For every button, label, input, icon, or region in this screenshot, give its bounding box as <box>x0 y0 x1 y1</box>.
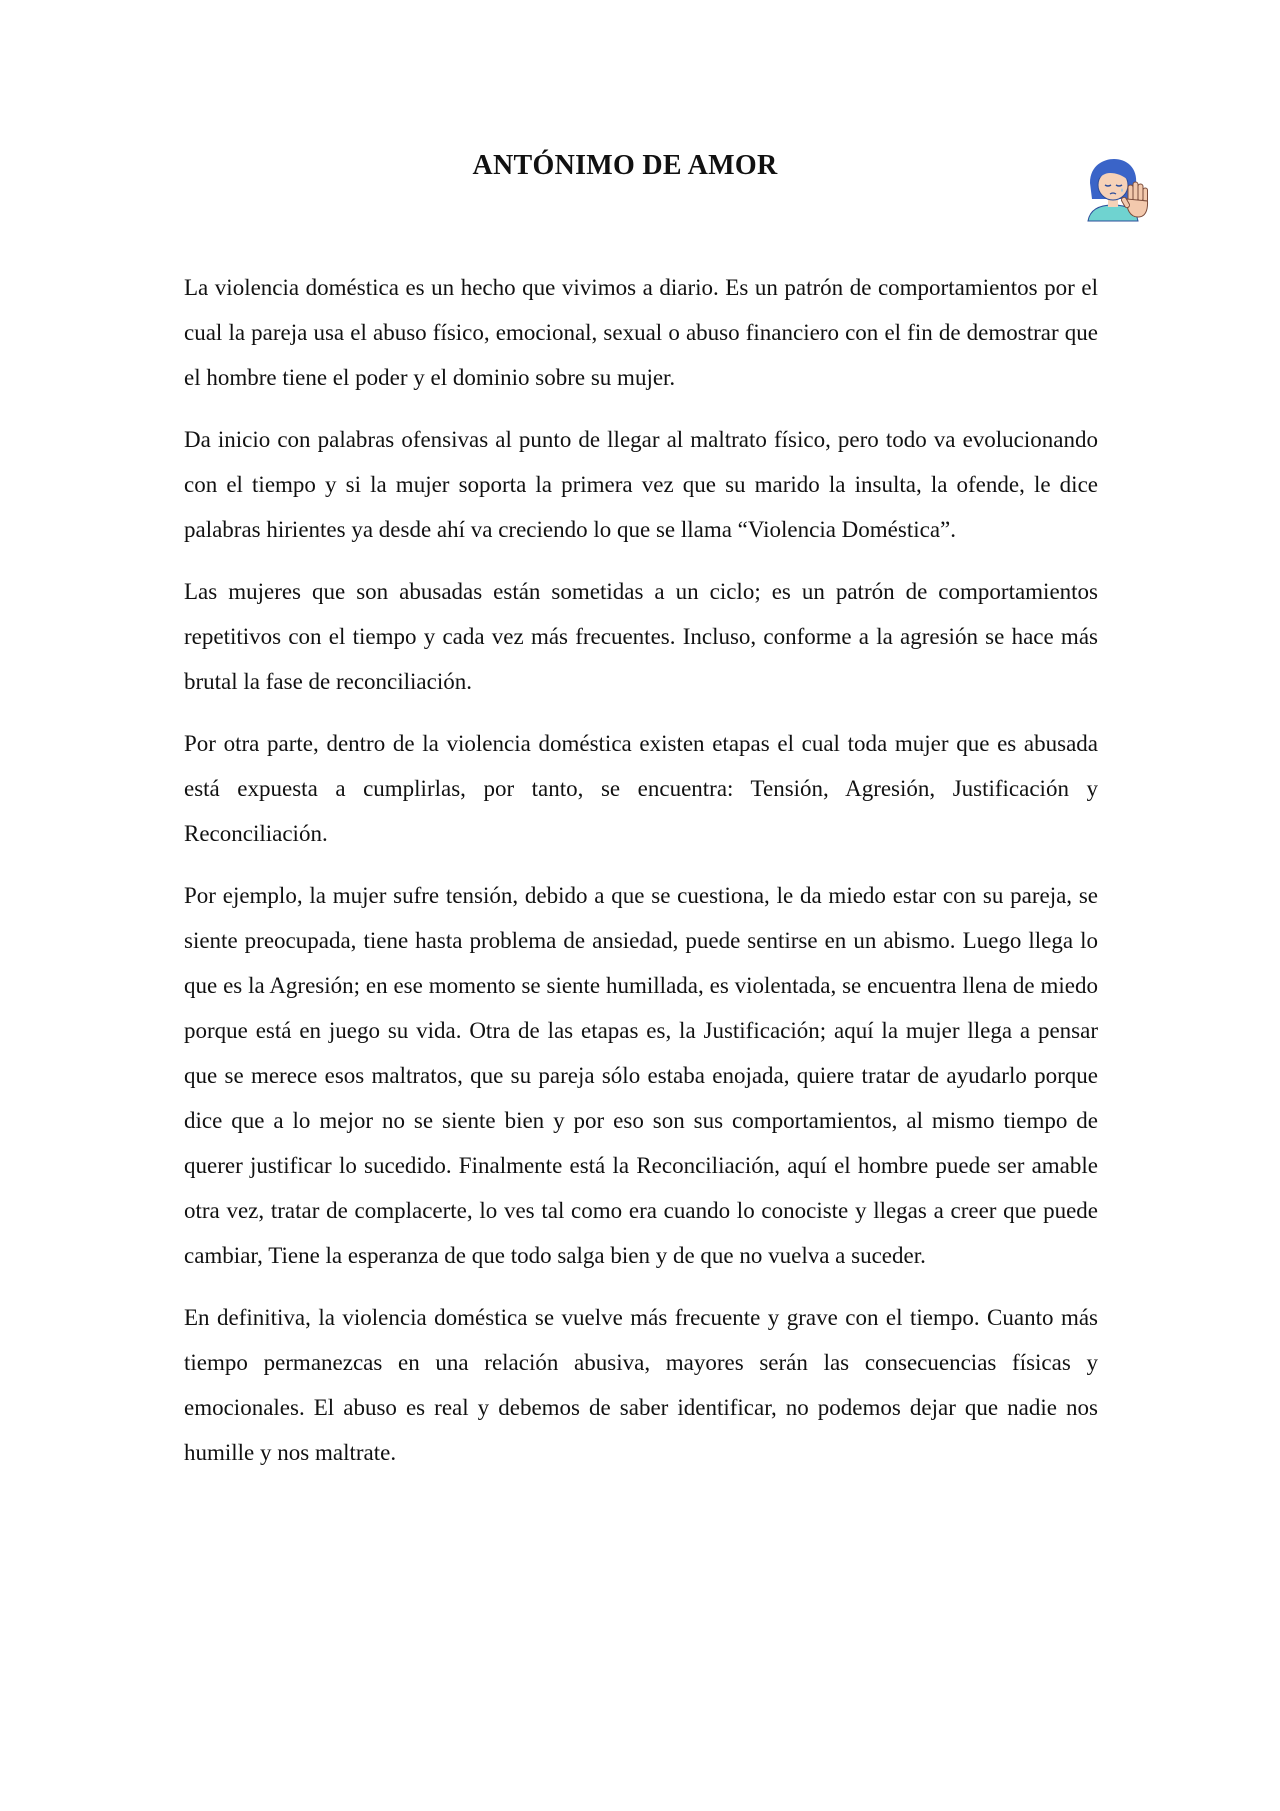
document-title: ANTÓNIMO DE AMOR <box>472 150 778 181</box>
paragraph-3: Las mujeres que son abusadas están sometidas a un ciclo; es un patrón de comportamientos repetitivos con el tiempo y cada vez más frecuentes. Incluso, conforme a la agresión se hace más brutal la fase de reconciliación. <box>184 579 1098 694</box>
paragraph-1: La violencia doméstica es un hecho que vivimos a diario. Es un patrón de comportamientos por el cual la pareja usa el abuso físico, emocional, sexual o abuso financiero con el fin de demostrar que el hombre tiene el poder y el dominio sobre su mujer. <box>184 275 1098 390</box>
paragraph-5: Por ejemplo, la mujer sufre tensión, debido a que se cuestiona, le da miedo estar con su pareja, se siente preocupada, tiene hasta problema de ansiedad, puede sentirse en un abismo. Luego llega lo que es la Agresión; en ese momento se siente humillada, es violentada, se encuentra llena de miedo porque está en juego su vida. Otra de las etapas es, la Justificación; aquí la mujer llega a pensar que se merece esos maltratos, que su pareja sólo estaba enojada, quiere tratar de ayudarlo porque dice que a lo mejor no se siente bien y por eso son sus comportamientos, al mismo tiempo de querer justificar lo sucedido. Finalmente está la Reconciliación, aquí el hombre puede ser amable otra vez, tratar de complacerte, lo ves tal como era cuando lo conociste y llegas a creer que puede cambiar, Tiene la esperanza de que todo salga bien y de que no vuelva a suceder. <box>184 883 1098 1268</box>
paragraph-4: Por otra parte, dentro de la violencia doméstica existen etapas el cual toda mujer que es abusada está expuesta a cumplirlas, por tanto, se encuentra: Tensión, Agresión, Justificación y Reconciliación. <box>184 731 1098 846</box>
woman-stop-hand-icon <box>1082 155 1152 225</box>
paragraph-6: En definitiva, la violencia doméstica se vuelve más frecuente y grave con el tiempo. Cuanto más tiempo permanezcas en una relación abusiva, mayores serán las consecuencias físicas y emocionales. El abuso es real y debemos de saber identificar, no podemos dejar que nadie nos humille y nos maltrate. <box>184 1305 1098 1465</box>
document-body <box>184 265 1098 1492</box>
paragraph-2: Da inicio con palabras ofensivas al punto de llegar al maltrato físico, pero todo va evolucionando con el tiempo y si la mujer soporta la primera vez que su marido la insulta, la ofende, le dice palabras hirientes ya desde ahí va creciendo lo que se llama “Violencia Doméstica”. <box>184 427 1098 542</box>
